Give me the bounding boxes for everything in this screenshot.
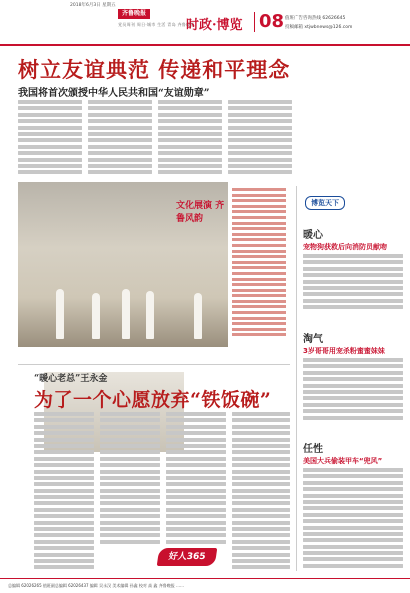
- second-story-body-col1: [34, 412, 94, 572]
- sidebar-body-2: [303, 358, 403, 424]
- performer-figure: [92, 293, 100, 339]
- page-number: 08: [254, 12, 284, 32]
- second-story-headline: 为了一个心愿放弃“铁饭碗”: [34, 389, 272, 411]
- sidebar-heading-1: 暖心: [303, 230, 323, 241]
- performer-figure: [194, 293, 202, 339]
- main-story-body-col4: [228, 100, 292, 178]
- performer-figure: [56, 289, 64, 339]
- second-story-body-col3: [166, 412, 226, 544]
- hotline-text: 值班广告咨询热线 62626645: [285, 16, 346, 21]
- section-title: 时政·博览: [186, 18, 243, 33]
- main-headline: 树立友谊典范 传递和平理念: [18, 57, 291, 82]
- main-story-body-col1: [18, 100, 82, 178]
- performer-figure: [146, 291, 154, 339]
- photo-caption: [232, 188, 286, 340]
- main-subhead: 我国将首次颁授中华人民共和国“友谊勋章”: [18, 88, 210, 99]
- sidebar-tag: 博览天下: [305, 196, 345, 210]
- second-story-body-col2: [100, 412, 160, 544]
- sidebar-heading-3: 任性: [303, 444, 323, 455]
- contact-info: [285, 14, 352, 32]
- issue-date: 2018年6月3日 星期五: [70, 3, 116, 8]
- sidebar-heading-2: 淘气: [303, 334, 323, 345]
- photo-title: 文化展演 齐鲁风韵: [176, 201, 225, 224]
- footer-credits: 总编辑 62026265 值班副总编辑 62026437 编辑 吴永汉 美术编辑 孙鑫 校对 高 鑫 齐鲁晚报 ……: [0, 578, 410, 593]
- column-divider: [18, 364, 290, 365]
- sidebar-title-1: 宠物狗获救后向消防员献吻: [303, 243, 387, 251]
- main-story-body-col2: [88, 100, 152, 178]
- newspaper-logo: 齐鲁晚报: [118, 9, 150, 19]
- second-story-kicker: “暖心老总”王永金: [34, 374, 108, 384]
- sidebar-body-3: [303, 468, 403, 572]
- main-story-body-col3: [158, 100, 222, 178]
- masthead: [0, 0, 410, 46]
- second-story-body-col4: [232, 412, 290, 572]
- performer-figure: [122, 289, 130, 339]
- masthead-nav: 党员周刊 周日·城市 生活 青岛 齐鲁晚报: [118, 22, 195, 27]
- good-people-365-logo: 好人365: [157, 548, 218, 566]
- email-text: 投稿邮箱 xtjwbnews@126.com: [285, 25, 353, 30]
- sidebar-title-3: 美国大兵偷装甲车“兜风”: [303, 457, 383, 465]
- sidebar-title-2: 3岁哥哥用宠杀粉蜜蜜妹妹: [303, 347, 385, 355]
- sidebar-body-1: [303, 254, 403, 314]
